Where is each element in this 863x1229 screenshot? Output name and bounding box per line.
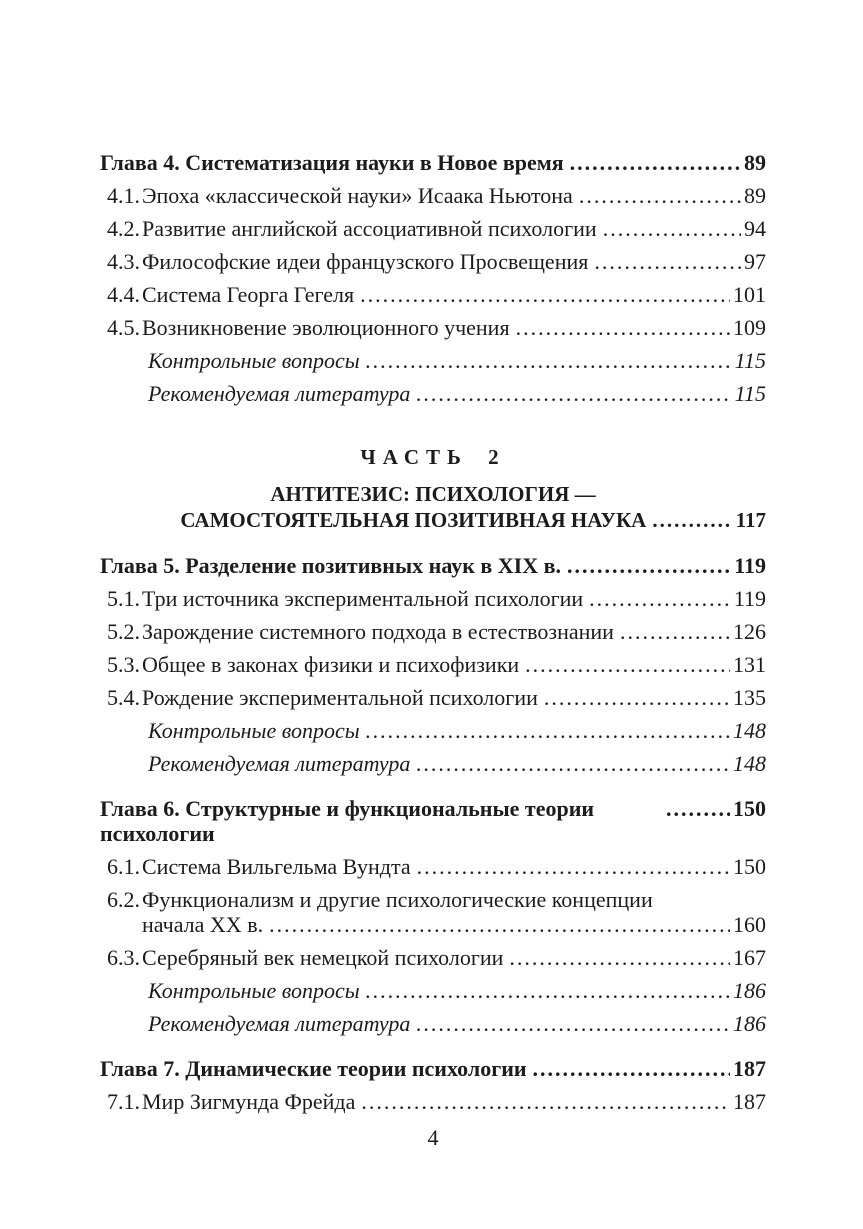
- toc-entry-italic: [100, 978, 766, 1003]
- dot-leader: [583, 586, 731, 611]
- toc-entry-wrap-line1: [100, 887, 766, 912]
- dot-leader: [573, 183, 741, 208]
- chapter-title: Глава 7. Динамические теории психологии: [100, 1056, 527, 1081]
- entry-number: 5.4.: [107, 685, 140, 710]
- page-ref: 135: [733, 685, 766, 710]
- dot-leader: [538, 685, 730, 710]
- part-title-line2-row: [100, 507, 766, 533]
- entry-title: Контрольные вопросы: [148, 348, 360, 373]
- part-heading: [100, 444, 766, 533]
- entry-number: 4.1.: [107, 183, 140, 208]
- chapter-title: Глава 5. Разделение позитивных наук в XIX в.: [100, 553, 561, 578]
- toc-entry-italic: [100, 751, 766, 776]
- entry-number: 4.4.: [107, 282, 140, 307]
- dot-leader: [614, 619, 730, 644]
- toc-entry-italic: [100, 381, 766, 406]
- toc-entry: [100, 945, 766, 970]
- page-ref: 160: [733, 912, 766, 937]
- dot-leader: [411, 854, 730, 879]
- dot-leader: [355, 1089, 730, 1114]
- page-ref: 186: [733, 1011, 766, 1036]
- toc-entry: [100, 282, 766, 307]
- page-ref: 101: [733, 282, 766, 307]
- page-ref: 131: [733, 652, 766, 677]
- chapter-heading: [100, 150, 766, 175]
- page-ref: 109: [733, 315, 766, 340]
- dot-leader: [410, 1011, 730, 1036]
- entry-title: Возникновение эволюционного учения: [142, 315, 510, 340]
- page-ref: 117: [735, 508, 767, 532]
- dot-leader: [360, 718, 730, 743]
- toc-entry-italic: [100, 1011, 766, 1036]
- entry-title: Рекомендуемая литература: [148, 751, 411, 776]
- entry-title: Контрольные вопросы: [148, 978, 360, 1003]
- page-ref: 187: [733, 1089, 766, 1114]
- chapter-title: Глава 6. Структурные и функциональные теории психологии: [100, 796, 595, 846]
- dot-leader: [360, 348, 732, 373]
- dot-leader: [410, 381, 731, 406]
- part-title-line2: САМОСТОЯТЕЛЬНАЯ ПОЗИТИВНАЯ НАУКА: [180, 508, 647, 532]
- page-ref: 186: [733, 978, 766, 1003]
- dot-leader: [646, 507, 732, 533]
- entry-title: Система Георга Гегеля: [142, 282, 355, 307]
- dot-leader: [410, 751, 730, 776]
- entry-number: 7.1.: [107, 1089, 140, 1114]
- entry-title: Рождение экспериментальной психологии: [142, 685, 538, 710]
- entry-title: Три источника экспериментальной психологии: [142, 586, 584, 611]
- entry-number: 6.3.: [107, 945, 140, 970]
- entry-number: 6.2.: [107, 887, 140, 912]
- page-ref: 89: [744, 150, 766, 175]
- entry-number: 4.2.: [107, 216, 140, 241]
- entry-number: 4.3.: [107, 249, 140, 274]
- entry-title: Функционализм и другие психологические концепции: [142, 887, 653, 912]
- toc-entry: [100, 619, 766, 644]
- chapter-heading: [100, 796, 766, 846]
- entry-title: Контрольные вопросы: [148, 718, 360, 743]
- part-title-line1: АНТИТЕЗИС: ПСИХОЛОГИЯ —: [270, 482, 596, 506]
- dot-leader: [597, 216, 741, 241]
- entry-number: 6.1.: [107, 854, 140, 879]
- toc-entry: [100, 249, 766, 274]
- entry-title: Система Вильгельма Вундта: [142, 854, 411, 879]
- entry-title: Развитие английской ассоциативной психологии: [142, 216, 597, 241]
- entry-title: Серебряный век немецкой психологии: [142, 945, 504, 970]
- page-ref: 148: [733, 751, 766, 776]
- entry-title: Эпоха «классической науки» Исаака Ньютона: [142, 183, 573, 208]
- page-ref: 94: [744, 216, 766, 241]
- entry-title: Зарождение системного подхода в естествознании: [142, 619, 614, 644]
- page-ref: 167: [733, 945, 766, 970]
- toc-entry: [100, 315, 766, 340]
- page-ref: 150: [733, 854, 766, 879]
- folio-page-number: 4: [427, 1125, 439, 1150]
- chapter-title: Глава 4. Систематизация науки в Новое время: [100, 150, 564, 175]
- page-ref: 150: [733, 796, 766, 821]
- page-ref: 119: [733, 586, 766, 611]
- page-ref: 119: [734, 553, 766, 578]
- entry-title: Мир Зигмунда Фрейда: [142, 1089, 356, 1114]
- toc-entry-italic: [100, 718, 766, 743]
- page-ref: 148: [733, 718, 766, 743]
- page-ref: 126: [733, 619, 766, 644]
- toc-entry: [100, 1089, 766, 1114]
- page-ref: 187: [733, 1056, 766, 1081]
- chapter-heading: [100, 1056, 766, 1081]
- entry-title: Общее в законах физики и психофизики: [142, 652, 520, 677]
- entry-number: 5.2.: [107, 619, 140, 644]
- entry-title: Философские идеи французского Просвещения: [142, 249, 589, 274]
- toc-entry: [100, 854, 766, 879]
- part-kicker: ЧАСТЬ 2: [360, 445, 506, 469]
- toc-entry: [100, 652, 766, 677]
- dot-leader: [527, 1056, 730, 1081]
- toc-entry: [100, 586, 766, 611]
- toc-content: [100, 150, 766, 1150]
- toc-entry-wrap-line2: [100, 912, 766, 937]
- page-ref: 97: [744, 249, 766, 274]
- dot-leader: [503, 945, 730, 970]
- dot-leader: [263, 912, 730, 937]
- page-ref: 115: [734, 381, 766, 406]
- toc-entry-italic: [100, 348, 766, 373]
- dot-leader: [561, 553, 731, 578]
- entry-title: Рекомендуемая литература: [148, 1011, 411, 1036]
- page-ref: 89: [744, 183, 766, 208]
- chapter-heading: [100, 553, 766, 578]
- entry-title-continuation: начала XX в.: [142, 912, 264, 937]
- page-ref: 115: [734, 348, 766, 373]
- toc-entry: [100, 216, 766, 241]
- dot-leader: [564, 150, 741, 175]
- dot-leader: [360, 978, 730, 1003]
- dot-leader: [510, 315, 730, 340]
- dot-leader: [588, 249, 741, 274]
- dot-leader: [519, 652, 730, 677]
- dot-leader: [354, 282, 730, 307]
- entry-number: 5.3.: [107, 652, 140, 677]
- dot-leader: [660, 796, 730, 821]
- entry-title: Рекомендуемая литература: [148, 381, 411, 406]
- toc-entry: [100, 685, 766, 710]
- entry-number: 5.1.: [107, 586, 140, 611]
- toc-entry: [100, 183, 766, 208]
- entry-number: 4.5.: [107, 315, 140, 340]
